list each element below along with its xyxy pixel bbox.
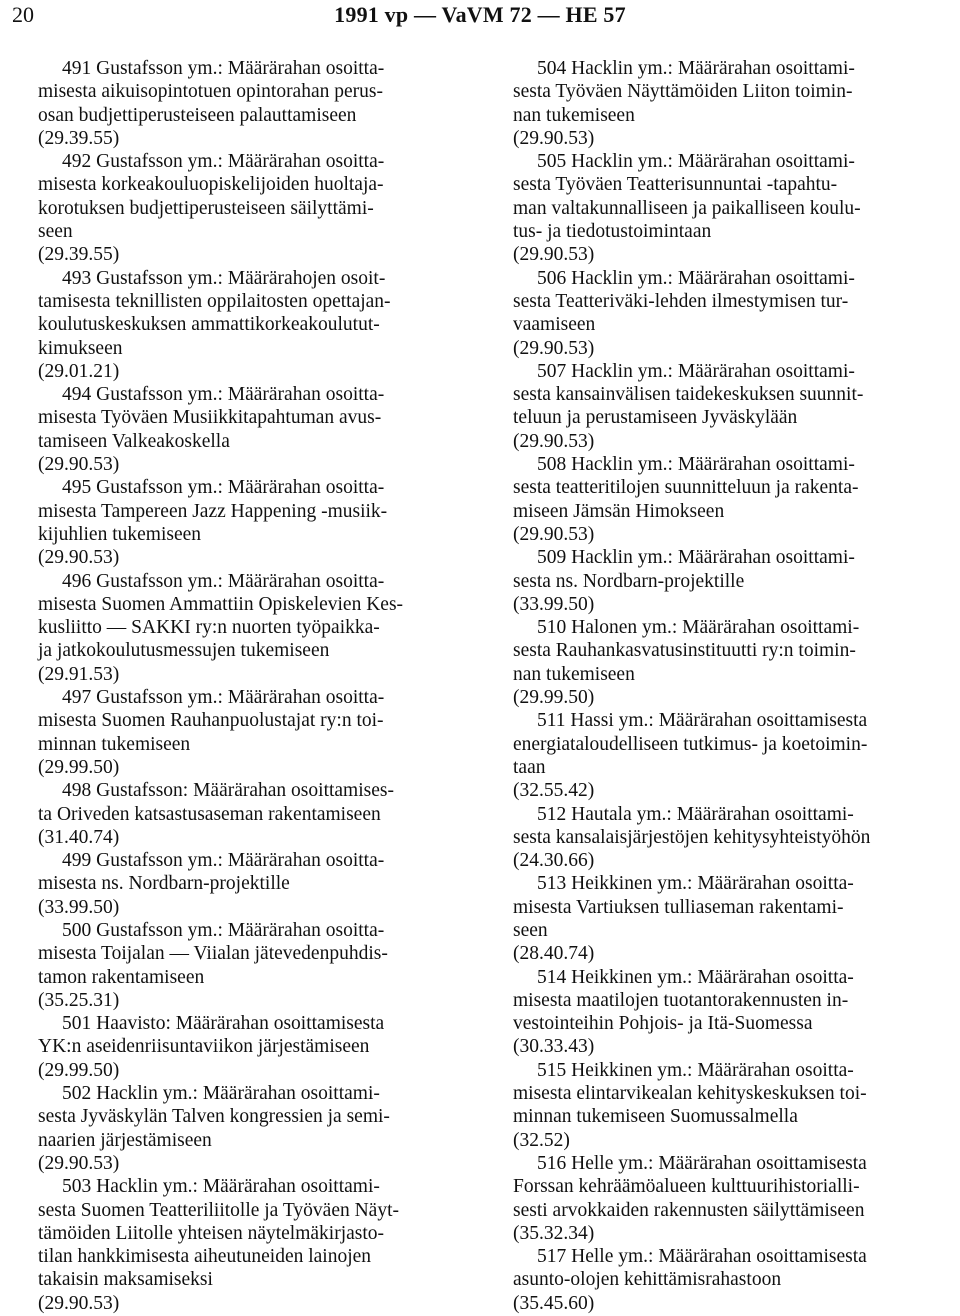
entry-line: sesta Teatteriväki-lehden ilmestymisen tur- <box>513 290 849 312</box>
budget-item-code: (29.39.55) <box>38 244 120 266</box>
entry-line: misesta Toijalan — Viialan jätevedenpuhdis- <box>38 943 388 965</box>
entry-line: man valtakunnalliseen ja paikalliseen koulu- <box>513 197 861 219</box>
entry-line: tamiseen Valkeakoskella <box>38 430 230 452</box>
entry-line: 510 Halonen ym.: Määrärahan osoittami- <box>537 617 860 639</box>
entry-line: 514 Heikkinen ym.: Määrärahan osoitta- <box>537 966 854 988</box>
entry-line: minnan tukemiseen Suomussalmella <box>513 1106 798 1128</box>
entry-line: Forssan kehräämöalueen kulttuurihistorialli- <box>513 1176 860 1198</box>
motion-entry <box>38 383 482 476</box>
entry-line: miseen Jämsän Himokseen <box>513 500 725 522</box>
entry-line: sesta ns. Nordbarn-projektille <box>513 570 745 592</box>
budget-item-code: (29.99.50) <box>38 756 120 778</box>
budget-item-code: (31.40.74) <box>38 826 120 848</box>
entry-line: seen <box>38 221 73 243</box>
entry-line: 506 Hacklin ym.: Määrärahan osoittami- <box>537 267 855 289</box>
entry-line: kusliitto — SAKKI ry:n nuorten työpaikka- <box>38 617 380 639</box>
entry-line: 511 Hassi ym.: Määrärahan osoittamisesta <box>537 710 868 732</box>
entry-line: seen <box>513 919 548 941</box>
motion-entry <box>513 267 957 360</box>
entry-line: misesta Tampereen Jazz Happening -musiik- <box>38 500 388 522</box>
budget-item-code: (33.99.50) <box>38 896 120 918</box>
budget-item-code: (29.99.50) <box>513 687 595 709</box>
entry-line: kijuhlien tukemiseen <box>38 523 202 545</box>
entry-line: 491 Gustafsson ym.: Määrärahan osoitta- <box>62 58 385 79</box>
budget-item-code: (35.25.31) <box>38 989 120 1011</box>
entry-line: 513 Heikkinen ym.: Määrärahan osoitta- <box>537 873 854 895</box>
entry-line: sesta Jyväskylän Talven kongressien ja semi- <box>38 1106 390 1128</box>
budget-item-code: (29.90.53) <box>513 127 595 149</box>
entry-line: 507 Hacklin ym.: Määrärahan osoittami- <box>537 360 855 382</box>
page-header <box>0 2 960 32</box>
motion-entry <box>38 267 482 383</box>
motion-entry <box>38 150 482 266</box>
entry-line: naarien järjestämiseen <box>38 1129 212 1151</box>
budget-item-code: (32.55.42) <box>513 780 595 802</box>
page-number: 20 <box>12 2 34 27</box>
entry-line: tus- ja tiedotustoimintaan <box>513 221 712 243</box>
entry-line: 508 Hacklin ym.: Määrärahan osoittami- <box>537 454 855 476</box>
entry-line: energiataloudelliseen tutkimus- ja koetoimin- <box>513 733 868 755</box>
motion-entry <box>513 57 957 150</box>
entry-line: korotuksen budjettiperusteiseen säilyttämi- <box>38 197 374 219</box>
entry-line: misesta ns. Nordbarn-projektille <box>38 873 290 895</box>
entry-line: misesta maatilojen tuotantorakennusten in- <box>513 989 849 1011</box>
motion-entry <box>38 1012 482 1082</box>
budget-item-code: (33.99.50) <box>513 593 595 615</box>
entry-line: 509 Hacklin ym.: Määrärahan osoittami- <box>537 547 855 569</box>
entry-line: misesta Vartiuksen tulliaseman rakentami- <box>513 896 844 918</box>
entry-line: tilan hankkimisesta aiheutuneiden lainojen <box>38 1246 372 1268</box>
entry-line: ta Oriveden katsastusaseman rakentamiseen <box>38 803 381 825</box>
entry-line: misesta korkeakouluopiskelijoiden huoltaja- <box>38 174 384 196</box>
motion-entry <box>513 546 957 616</box>
budget-item-code: (29.90.53) <box>38 454 120 476</box>
entry-line: ja jatkokoulutusmessujen tukemiseen <box>38 640 330 662</box>
budget-item-code: (29.90.53) <box>513 523 595 545</box>
entry-line: 502 Hacklin ym.: Määrärahan osoittami- <box>62 1083 380 1105</box>
entry-line: 493 Gustafsson ym.: Määrärahojen osoit- <box>62 267 386 289</box>
motion-entry <box>38 779 482 849</box>
entry-line: takaisin maksamiseksi <box>38 1269 213 1291</box>
motion-entry <box>38 57 482 150</box>
entry-line: tamisesta teknillisten oppilaitosten opettajan- <box>38 290 391 312</box>
budget-item-code: (32.52) <box>513 1129 570 1151</box>
budget-item-code: (29.90.53) <box>513 430 595 452</box>
entry-line: nan tukemiseen <box>513 104 635 126</box>
budget-item-code: (29.90.53) <box>513 337 595 359</box>
entry-line: YK:n aseidenriisuntaviikon järjestämiseen <box>38 1036 370 1058</box>
entry-line: 492 Gustafsson ym.: Määrärahan osoitta- <box>62 151 385 173</box>
motion-entry <box>513 872 957 965</box>
motion-entry <box>38 919 482 1012</box>
motion-entry <box>513 709 957 802</box>
entry-line: nan tukemiseen <box>513 663 635 685</box>
entry-line: 516 Helle ym.: Määrärahan osoittamisesta <box>537 1152 867 1174</box>
entry-line: 494 Gustafsson ym.: Määrärahan osoitta- <box>62 384 385 406</box>
budget-item-code: (30.33.43) <box>513 1036 595 1058</box>
motion-entry <box>513 150 957 266</box>
entry-line: sesta Suomen Teatteriliitolle ja Työväen Näyt- <box>38 1199 399 1221</box>
motion-entry <box>513 1059 957 1152</box>
motion-entry <box>38 686 482 779</box>
entry-line: sesta teatteritilojen suunnitteluun ja rakenta- <box>513 477 859 499</box>
entry-line: sesti arvokkaiden rakennusten säilyttämiseen <box>513 1199 865 1221</box>
budget-item-code: (35.32.34) <box>513 1222 595 1244</box>
motion-entry <box>38 1082 482 1175</box>
entry-line: minnan tukemiseen <box>38 733 191 755</box>
entry-line: 498 Gustafsson: Määrärahan osoittamises- <box>62 780 394 802</box>
entry-line: sesta Työväen Näyttämöiden Liiton toimin- <box>513 81 853 103</box>
entry-line: koulutuskeskuksen ammattikorkeakoulutut- <box>38 314 380 336</box>
budget-item-code: (35.45.60) <box>513 1292 595 1314</box>
entry-line: 501 Haavisto: Määrärahan osoittamisesta <box>62 1013 385 1035</box>
entry-line: tämöiden Liitolle yhteisen näytelmäkirjasto- <box>38 1222 385 1244</box>
entry-line: 517 Helle ym.: Määrärahan osoittamisesta <box>537 1246 867 1268</box>
entry-line: 505 Hacklin ym.: Määrärahan osoittami- <box>537 151 855 173</box>
budget-item-code: (28.40.74) <box>513 943 595 965</box>
entry-line: 515 Heikkinen ym.: Määrärahan osoitta- <box>537 1059 854 1081</box>
entry-line: sesta kansainvälisen taidekeskuksen suunnit- <box>513 384 864 406</box>
entry-line: misesta Suomen Ammattiin Opiskelevien Kes- <box>38 593 404 615</box>
entry-line: 496 Gustafsson ym.: Määrärahan osoitta- <box>62 570 385 592</box>
motion-entry <box>513 616 957 709</box>
entry-line: taan <box>513 756 546 778</box>
motion-entry <box>38 570 482 686</box>
entry-line: osan budjettiperusteiseen palauttamiseen <box>38 104 357 126</box>
budget-item-code: (29.99.50) <box>38 1059 120 1081</box>
entry-line: misesta elintarvikealan kehityskeskuksen toi- <box>513 1083 867 1105</box>
motion-entry <box>38 1175 482 1315</box>
entry-line: teluun ja perustamiseen Jyväskylään <box>513 407 798 429</box>
entry-line: 497 Gustafsson ym.: Määrärahan osoitta- <box>62 687 385 709</box>
motion-entry <box>513 803 957 873</box>
motion-entry <box>513 1245 957 1315</box>
budget-item-code: (29.91.53) <box>38 663 120 685</box>
entry-line: vestointeihin Pohjois- ja Itä-Suomessa <box>513 1013 813 1035</box>
budget-item-code: (29.90.53) <box>38 547 120 569</box>
budget-item-code: (29.90.53) <box>513 244 595 266</box>
left-column <box>38 57 482 1315</box>
budget-item-code: (29.39.55) <box>38 127 120 149</box>
motion-entry <box>38 476 482 569</box>
entry-line: misesta Työväen Musiikkitapahtuman avus- <box>38 407 382 429</box>
entry-line: misesta aikuisopintotuen opintorahan perus- <box>38 81 383 103</box>
right-column <box>513 57 957 1315</box>
budget-item-code: (24.30.66) <box>513 850 595 872</box>
running-head: 1991 vp — VaVM 72 — HE 57 <box>334 2 626 27</box>
motion-entry <box>513 1152 957 1245</box>
motion-entry <box>38 849 482 919</box>
budget-item-code: (29.90.53) <box>38 1152 120 1174</box>
motion-entry <box>513 360 957 453</box>
entry-line: 512 Hautala ym.: Määrärahan osoittami- <box>537 803 854 825</box>
entry-line: asunto-olojen kehittämisrahastoon <box>513 1269 782 1291</box>
entry-line: 504 Hacklin ym.: Määrärahan osoittami- <box>537 58 855 79</box>
entry-line: sesta Työväen Teatterisunnuntai -tapahtu- <box>513 174 838 196</box>
budget-item-code: (29.01.21) <box>38 360 120 382</box>
entry-line: 503 Hacklin ym.: Määrärahan osoittami- <box>62 1176 380 1198</box>
entry-line: sesta kansalaisjärjestöjen kehitysyhteistyöhön <box>513 826 871 848</box>
entry-line: tamon rakentamiseen <box>38 966 205 988</box>
entry-line: kimukseen <box>38 337 123 359</box>
motion-entry <box>513 453 957 546</box>
motion-entry <box>513 966 957 1059</box>
entry-line: sesta Rauhankasvatusinstituutti ry:n toimin- <box>513 640 856 662</box>
entry-line: misesta Suomen Rauhanpuolustajat ry:n toi- <box>38 710 384 732</box>
entry-line: 499 Gustafsson ym.: Määrärahan osoitta- <box>62 850 385 872</box>
entry-line: 500 Gustafsson ym.: Määrärahan osoitta- <box>62 919 385 941</box>
entry-line: vaamiseen <box>513 314 596 336</box>
budget-item-code: (29.90.53) <box>38 1292 120 1314</box>
entry-line: 495 Gustafsson ym.: Määrärahan osoitta- <box>62 477 385 499</box>
